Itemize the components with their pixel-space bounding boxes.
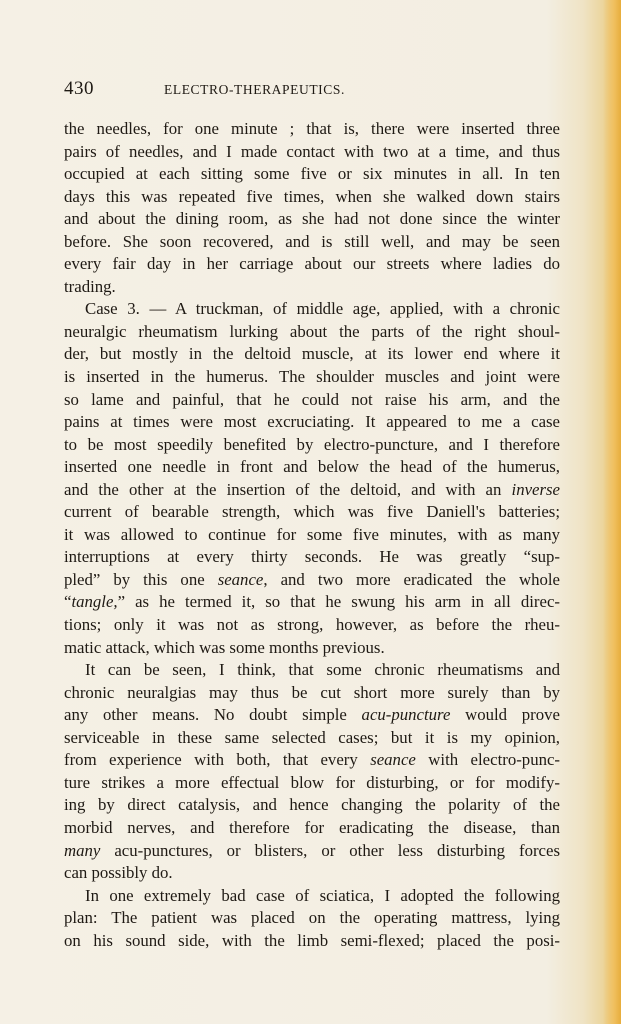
text-line: before. She soon recovered, and is still well, and may be seen	[64, 231, 560, 251]
body-text	[64, 118, 560, 952]
page-edge	[603, 0, 621, 1024]
running-head: ELECTRO-THERAPEUTICS.	[164, 82, 345, 97]
text-line: occupied at each sitting some five or six minutes in all. In ten	[64, 164, 560, 184]
text-line: tions; only it was not as strong, however, as before the rheu-	[64, 615, 560, 635]
text-line: inserted one needle in front and below the head of the humerus,	[64, 457, 560, 477]
text-line: to be most speedily benefited by electro-puncture, and I therefore	[64, 434, 560, 454]
text-line: every fair day in her carriage about our streets where ladies do	[64, 254, 560, 274]
text-line: serviceable in these same selected cases; but it is my opinion,	[64, 727, 560, 747]
text-line: neuralgic rheumatism lurking about the parts of the right shoul-	[64, 321, 560, 341]
text-line: Case 3. — A truckman, of middle age, applied, with a chronic	[85, 299, 560, 319]
text-line: and about the dining room, as she had not done since the winter	[64, 209, 560, 229]
text-line: the needles, for one minute ; that is, there were inserted three	[64, 119, 560, 138]
text-line: can possibly do.	[64, 863, 173, 883]
text-line: many acu-punctures, or blisters, or other less disturbing forces	[64, 840, 560, 860]
text-line: plan: The patient was placed on the operating mattress, lying	[64, 908, 560, 928]
text-line: der, but mostly in the deltoid muscle, at its lower end where it	[64, 344, 560, 364]
text-line: chronic neuralgias may thus be cut short more surely than by	[64, 682, 560, 702]
text-line: current of bearable strength, which was five Daniell's batteries;	[64, 502, 560, 522]
text-line: days this was repeated five times, when she walked down stairs	[64, 186, 560, 206]
text-line: so lame and painful, that he could not raise his arm, and the	[64, 389, 560, 409]
text-line: In one extremely bad case of sciatica, I adopted the following	[85, 885, 560, 905]
text-line: on his sound side, with the limb semi-flexed; placed the posi-	[64, 930, 560, 950]
text-line: pairs of needles, and I made contact with two at a time, and thus	[64, 141, 560, 161]
text-line: trading.	[64, 276, 116, 296]
text-line: from experience with both, that every seance with electro-punc-	[64, 750, 560, 770]
text-line: ture strikes a more effectual blow for disturbing, or for modify-	[64, 772, 560, 792]
text-line: matic attack, which was some months previous.	[64, 637, 385, 657]
text-line: pled” by this one seance, and two more eradicated the whole	[64, 569, 560, 589]
text-line: it was allowed to continue for some five minutes, with as many	[64, 524, 560, 544]
page-number: 430	[64, 78, 94, 99]
text-line: ing by direct catalysis, and hence changing the polarity of the	[64, 795, 560, 815]
text-line: It can be seen, I think, that some chronic rheumatisms and	[85, 660, 560, 680]
text-line: any other means. No doubt simple acu-puncture would prove	[64, 705, 560, 725]
page-header	[64, 78, 532, 102]
text-line: pains at times were most excruciating. It appeared to me a case	[64, 412, 560, 432]
text-line: morbid nerves, and therefore for eradicating the disease, than	[64, 817, 560, 837]
text-line: interruptions at every thirty seconds. He was greatly “sup-	[64, 547, 560, 567]
text-line: is inserted in the humerus. The shoulder muscles and joint were	[64, 367, 560, 387]
text-line: “tangle,” as he termed it, so that he swung his arm in all direc-	[64, 592, 560, 612]
text-line: and the other at the insertion of the deltoid, and with an inverse	[64, 479, 560, 499]
